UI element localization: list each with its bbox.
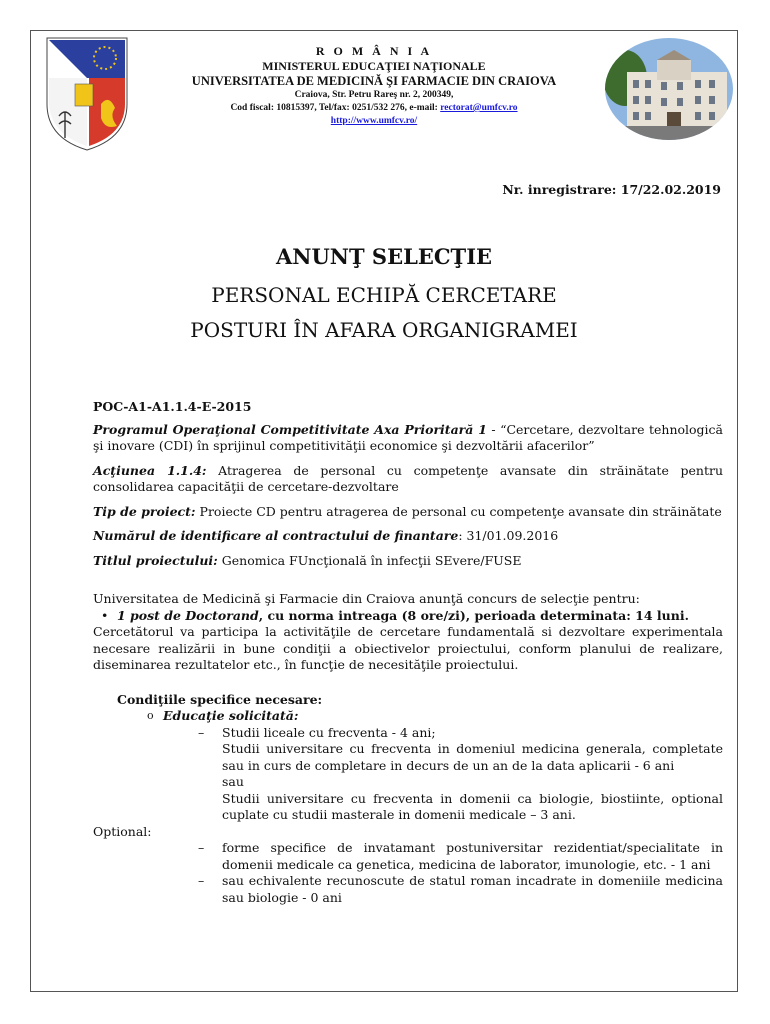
program-paragraph <box>93 422 723 455</box>
university-crest-logo <box>43 34 131 152</box>
website-line <box>149 115 599 128</box>
education-heading: o Educaţie solicitată: <box>147 708 299 723</box>
edu-or: sau <box>222 774 244 789</box>
university-name: UNIVERSITATEA DE MEDICINĂ ŞI FARMACIE DIN CRAIOVA <box>191 74 557 88</box>
post-name: 1 post de Doctorand <box>117 607 259 623</box>
announcement-body <box>93 399 723 906</box>
conditions-title: Condiţiile specifice necesare: <box>117 691 323 707</box>
fiscal-code: Cod fiscal: 10815397, Tel/fax: 0251/532 276, e-mail: <box>230 103 441 113</box>
contract-label: Numărul de identificare al contractului de finantare <box>93 528 459 543</box>
post-bullet <box>93 608 723 625</box>
program-label: Programul Operaţional Competitivitate Axa Prioritară 1 <box>93 421 487 437</box>
project-type-label: Tip de proiect: <box>93 503 196 519</box>
announcement-subtitle-1: PERSONAL ECHIPĂ CERCETARE <box>211 283 557 307</box>
bullet-dot: • <box>101 607 109 623</box>
edu-highschool: Studii liceale cu frecventa - 4 ani; <box>222 724 436 740</box>
dash-bullet: – <box>198 724 205 740</box>
program-text: - “Cercetare, dezvoltare tehnologică şi inovare (CDI) în sprijinul competitivităţii economice şi dezvoltării afacerilor” <box>93 421 724 453</box>
dash-bullet: – <box>198 873 205 888</box>
website-link[interactable]: http://www.umfcv.ro/ <box>330 116 418 126</box>
intro-text: Universitatea de Medicină şi Farmacie din Craiova anunţă concurs de selecţie pentru: <box>93 591 640 606</box>
action-paragraph <box>93 463 723 496</box>
institution-header <box>149 44 599 128</box>
ministry-name: MINISTERUL EDUCAŢIEI NAŢIONALE <box>262 59 486 73</box>
project-type-paragraph <box>93 504 723 521</box>
contract-paragraph <box>93 528 723 545</box>
education-item-1 <box>198 724 723 824</box>
project-type-text: Proiecte CD pentru atragerea de personal cu competenţe avansate din străinătate <box>195 503 722 519</box>
university-building-photo <box>605 38 733 140</box>
optional-label: Optional: <box>93 823 152 839</box>
action-text: Atragerea de personal cu competenţe avansate din străinătate pentru consolidarea capacităţii de cercetare-dezvoltare <box>93 462 723 494</box>
circle-bullet: o <box>147 709 154 722</box>
edu-university-biology: Studii universitare cu frecventa in domenii ca biologie, biostiinte, optional cuplate cu studii masterale in domenii medicale – 3 ani. <box>222 790 723 822</box>
university-address: Craiova, Str. Petru Rareş nr. 2, 200349, <box>294 90 454 100</box>
registration-number: Nr. inregistrare: 17/22.02.2019 <box>502 182 721 197</box>
project-title-label: Titlul proiectului: <box>93 552 218 568</box>
announcement-title: ANUNŢ SELECŢIE <box>275 244 493 269</box>
document-page <box>30 30 738 992</box>
announcement-subtitle-2: POSTURI ÎN AFARA ORGANIGRAMEI <box>190 318 578 342</box>
project-code: POC-A1-A1.1.4-E-2015 <box>93 399 252 414</box>
optional-item-2: – sau echivalente recunoscute de statul roman incadrate in domeniile medicina sau biologie - 0 ani <box>198 873 723 905</box>
post-details: , cu norma intreaga (8 ore/zi), perioada determinata: 14 luni. <box>258 607 689 623</box>
optional-item-1: – forme specifice de invatamant postuniversitar rezidentiat/specialitate in domenii medicale ca genetica, medicina de laborator, imunologie, etc. - 1 ani <box>198 840 723 872</box>
edu-university-medicine: Studii universitare cu frecventa in domeniul medicina generala, completate sau in curs de completare in decurs de un an de la data aplicarii - 6 ani <box>222 741 723 773</box>
email-link[interactable]: rectorat@umfcv.ro <box>440 103 518 113</box>
role-description: Cercetătorul va participa la activităţile de cercetare fundamentală si dezvoltare experimentala necesare realizării in bune condiţii a obiectivelor proiectului, conform planului de realizare, diseminarea rezultatelor etc., în funcţie de necesităţile proiectului. <box>93 624 723 672</box>
fiscal-contact-line <box>149 102 599 115</box>
action-label: Acţiunea 1.1.4: <box>93 462 207 478</box>
contract-number: : 31/01.09.2016 <box>458 528 559 543</box>
project-title-text: Genomica FUncţională în infecţii SEvere/FUSE <box>217 552 522 568</box>
project-title-paragraph <box>93 553 723 570</box>
dash-bullet: – <box>198 840 205 855</box>
country-name: R O M Â N I A <box>315 44 433 58</box>
